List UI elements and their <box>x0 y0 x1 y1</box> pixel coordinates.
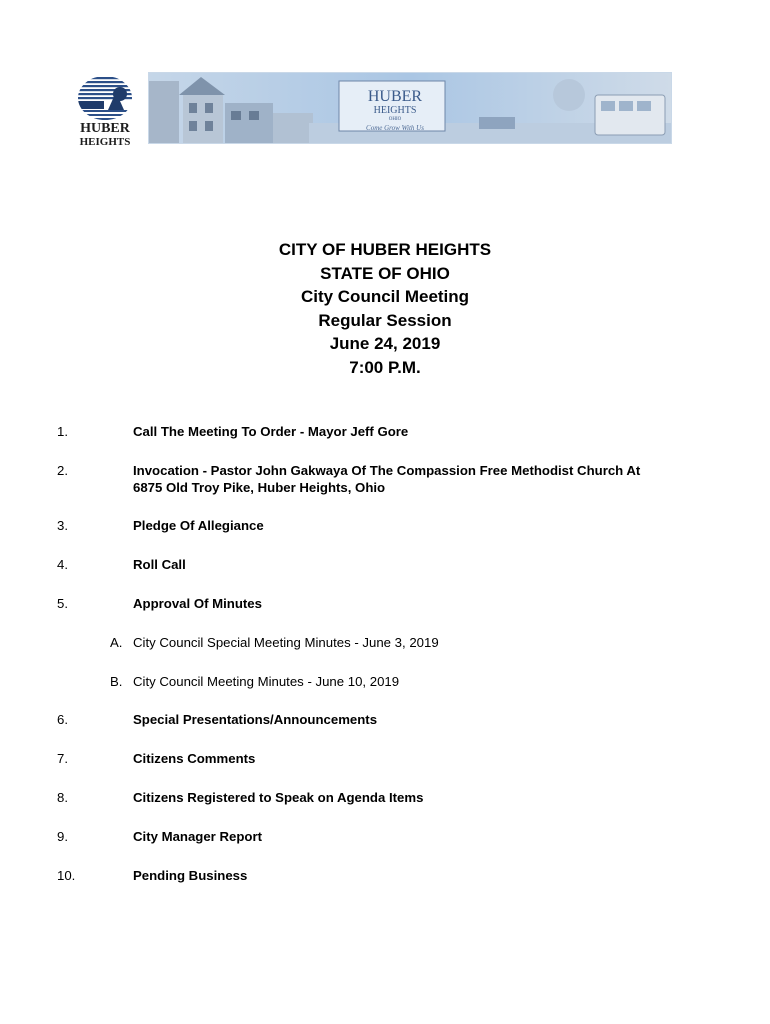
item-title-line2: 6875 Old Troy Pike, Huber Heights, Ohio <box>133 480 386 495</box>
svg-text:HUBER: HUBER <box>367 88 423 105</box>
item-number: 6. <box>57 712 68 727</box>
meeting-header <box>0 238 770 380</box>
subitem-title: City Council Meeting Minutes - June 10, 2019 <box>133 674 400 689</box>
item-number: 4. <box>57 557 68 572</box>
banner-image <box>148 72 672 144</box>
svg-text:HEIGHTS: HEIGHTS <box>373 105 417 116</box>
svg-text:Come Grow With Us: Come Grow With Us <box>366 124 424 132</box>
item-number: 3. <box>57 518 68 533</box>
item-title: Pledge Of Allegiance <box>133 518 264 533</box>
svg-text:HEIGHTS: HEIGHTS <box>79 136 131 148</box>
item-number: 2. <box>57 463 68 478</box>
item-number: 5. <box>57 596 68 611</box>
subitem-letter: A. <box>110 635 123 650</box>
meeting-date: June 24, 2019 <box>329 334 441 354</box>
item-title: Citizens Registered to Speak on Agenda Items <box>133 790 424 805</box>
meeting-type: City Council Meeting <box>300 287 470 307</box>
item-number: 7. <box>57 751 68 766</box>
item-title: Invocation - Pastor John Gakwaya Of The Compassion Free Methodist Church At <box>133 463 641 478</box>
state-title: STATE OF OHIO <box>320 263 450 283</box>
item-title: Approval Of Minutes <box>133 596 262 611</box>
city-title: CITY OF HUBER HEIGHTS <box>278 240 492 259</box>
subitem-letter: B. <box>110 674 123 689</box>
huber-heights-logo <box>74 74 136 148</box>
item-title: City Manager Report <box>133 829 262 844</box>
meeting-time: 7:00 P.M. <box>349 357 421 377</box>
item-title: Special Presentations/Announcements <box>133 712 378 727</box>
session-type: Regular Session <box>318 310 452 330</box>
item-number: 9. <box>57 829 68 844</box>
subitem-title: City Council Special Meeting Minutes - June 3, 2019 <box>133 635 439 650</box>
svg-text:HUBER: HUBER <box>80 121 130 136</box>
item-title: Roll Call <box>133 557 186 572</box>
item-title: Call The Meeting To Order - Mayor Jeff Gore <box>133 424 409 439</box>
item-number: 1. <box>57 424 68 439</box>
item-title: Citizens Comments <box>133 751 256 766</box>
svg-text:OHIO: OHIO <box>388 117 402 122</box>
item-title: Pending Business <box>133 868 248 883</box>
item-number: 8. <box>57 790 68 805</box>
item-number: 10. <box>57 868 76 883</box>
